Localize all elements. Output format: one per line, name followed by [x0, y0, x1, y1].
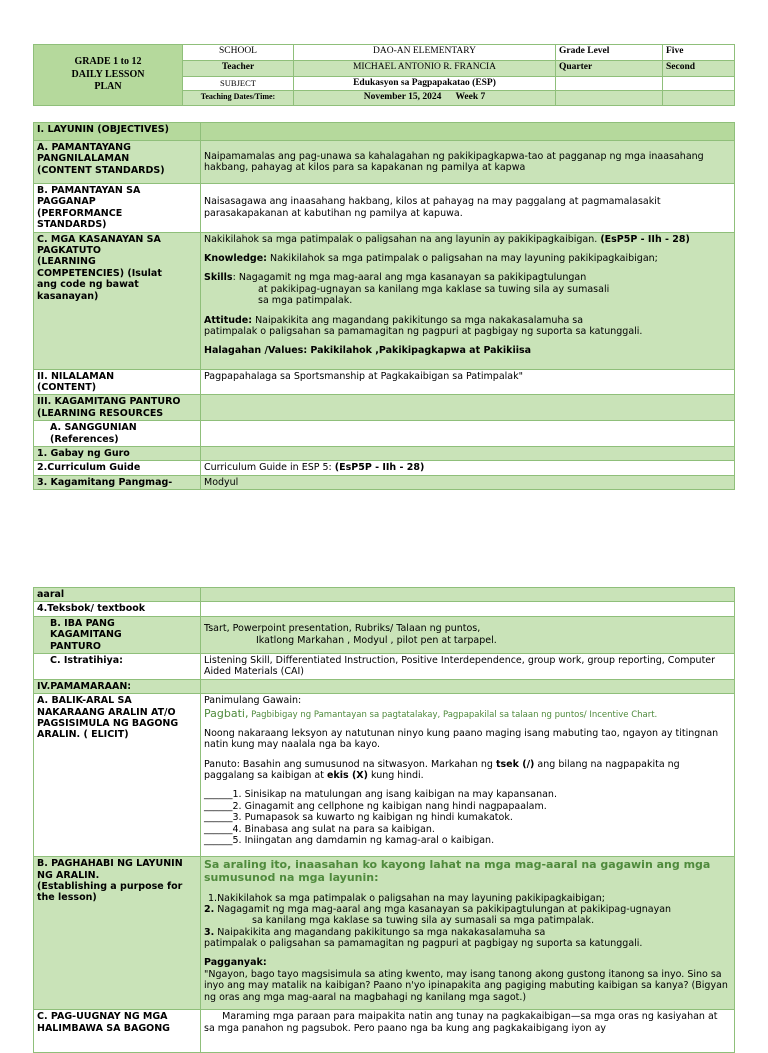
panuto-ekis: ekis (X): [326, 770, 368, 782]
list-item: ______5. Iniingatan ang damdamin ng kamag-aral o kaibigan.: [204, 835, 495, 847]
competency-code: (EsP5P - IIh - 28): [600, 233, 690, 245]
quarter-value: Second: [663, 61, 735, 77]
lesson-table-page2: [33, 587, 735, 1053]
dates-value: November 15, 2024 Week 7: [294, 91, 556, 105]
teksbok-label: 4.Teksbok/ textbook: [34, 602, 201, 616]
elicit-intro: Panimulang Gawain:: [204, 695, 302, 707]
competency-text: Nakikilahok sa mga patimpalak o paligsahan na ang layunin ay pakikipagkaibigan.: [204, 233, 601, 245]
nilalaman-text: Pagpapahalaga sa Sportsmanship at Pagkakaibigan sa Patimpalak": [201, 369, 735, 395]
quarter-label: Quarter: [556, 61, 663, 77]
skills-text-2: at pakikipag-ugnayan sa kanilang mga kaklase sa tuwing sila ay sumasali: [258, 283, 610, 295]
values-text: Halagahan /Values: Pakikilahok ,Pakikipagkapwa at Pakikiisa: [204, 345, 532, 357]
curriculum-label: 2.Curriculum Guide: [34, 461, 201, 475]
objectives-heading: I. LAYUNIN (OBJECTIVES): [34, 123, 201, 141]
iba-text-1: Tsart, Powerpoint presentation, Rubriks/ Talaan ng puntos,: [204, 623, 481, 635]
grade-value: Five: [663, 45, 735, 61]
attitude-text-2: patimpalak o paligsahan sa pamamagitan ng pagpuri at pagbigay ng suporta sa katunggali.: [204, 325, 643, 337]
pagbati-label: Pagbati,: [204, 706, 249, 720]
kagamitan-text: Modyul: [201, 475, 735, 489]
references-label: A. SANGGUNIAN (References): [34, 421, 201, 447]
dlp-title-line1: GRADE 1 to 12: [74, 56, 142, 68]
curriculum-text: Curriculum Guide in ESP 5:: [204, 462, 335, 474]
purpose-item-3-num: 3.: [204, 926, 215, 938]
dates-label: Teaching Dates/Time:: [183, 91, 294, 105]
iba-text-2: Ikatlong Markahan , Modyul , pilot pen at tarpapel.: [256, 634, 497, 646]
skills-text-3: sa mga patimpalak.: [258, 295, 353, 307]
knowledge-text: Nakikilahok sa mga patimpalak o paligsahan na may layuning pakikipagkaibigan;: [266, 252, 658, 264]
elicit-paragraph: Noong nakaraang leksyon ay natutunan ninyo kung paano maging isang mabuting tao, ngayon ay titingnan natin kung may naalala nga ba kayo.: [204, 727, 719, 751]
istratihiya-text: Listening Skill, Differentiated Instruction, Positive Interdependence, group work, group reporting, Computer Aided Materials (CAI): [201, 653, 735, 679]
list-item: ______1. Sinisikap na matulungan ang isang kaibigan na may kapansanan.: [204, 789, 557, 801]
iba-label: B. IBA PANG KAGAMITANG PANTURO: [34, 616, 201, 653]
purpose-heading: Sa araling ito, inaasahan ko kayong lahat na mga mag-aaral na gagawin ang mga sumusunod na mga layunin:: [204, 858, 711, 885]
istratihiya-label: C. Istratihiya:: [34, 653, 201, 679]
list-item: ______3. Pumapasok sa kuwarto ng kaibigan ng hindi kumakatok.: [204, 812, 513, 824]
content-standards-label: A. PAMANTAYANG PANGNILALAMAN (CONTENT STANDARDS): [34, 141, 201, 184]
list-item: ______4. Binabasa ang sulat na para sa kaibigan.: [204, 823, 435, 835]
resources-label: III. KAGAMITANG PANTURO (LEARNING RESOURCES: [34, 395, 201, 421]
attitude-text: Naipakikita ang magandang pakikitungo sa mga nakakasalamuha sa: [252, 314, 584, 326]
examples-label: C. PAG-UUGNAY NG MGA HALIMBAWA SA BAGONG: [34, 1010, 201, 1053]
subject-label: SUBJECT: [183, 77, 294, 91]
kagamitan-label: 3. Kagamitang Pangmag-: [34, 475, 201, 489]
elicit-label: A. BALIK-ARAL SA NAKARAANG ARALIN AT/O PAGSISIMULA NG BAGONG ARALIN. ( ELICIT): [34, 694, 201, 857]
list-item: ______2. Ginagamit ang cellphone ng kaibigan nang hindi nagpapaalam.: [204, 800, 547, 812]
purpose-item-1: 1.Nakikilahok sa mga patimpalak o paligsahan na may layuning pakikipagkaibigan;: [208, 892, 605, 904]
dlp-title-line2: DAILY LESSON: [71, 68, 145, 80]
subject-value: Edukasyon sa Pagpapakatao (ESP): [294, 77, 556, 91]
header-table: [33, 44, 735, 106]
panuto-c: ang bilang na nagpapakita ng paggalang sa kaibigan at: [204, 758, 680, 782]
dlp-title-line3: PLAN: [94, 81, 122, 93]
content-standards-text: Naipamamalas ang pag-unawa sa kahalagahan ng pakikipagkapwa-tao at pagganap ng mga inaasahang hakbang, pahayag at kilos para sa kapakanan ng pamilya at kapwa: [201, 141, 735, 184]
competencies-label: C. MGA KASANAYAN SA PAGKATUTO (LEARNING COMPETENCIES) (Isulat ang code ng bawat kasanayan): [34, 232, 201, 369]
purpose-item-2-cont: sa kanilang mga kaklase sa tuwing sila ay sumasali sa mga patimpalak.: [252, 915, 595, 927]
pamamaraan-heading: IV.PAMAMARAAN:: [34, 679, 201, 693]
purpose-item-3-cont: patimpalak o paligsahan sa pamamagitan ng pagpuri at pagbigay ng suporta sa katunggali.: [204, 938, 643, 950]
competencies-content: [201, 232, 735, 369]
teacher-value: MICHAEL ANTONIO R. FRANCIA: [294, 61, 556, 77]
purpose-content: [201, 857, 735, 1010]
purpose-item-2: Nagagamit ng mga mag-aaral ang mga kasanayan sa pakikipagtulungan at pakikipag-ugnayan: [214, 903, 672, 915]
purpose-item-3: Naipakikita ang magandang pakikitungo sa mga nakakasalamuha sa: [214, 926, 546, 938]
lesson-table-page1: [33, 122, 735, 490]
nilalaman-label: II. NILALAMAN (CONTENT): [34, 369, 201, 395]
purpose-item-2-num: 2.: [204, 903, 215, 915]
aaral-label: aaral: [34, 588, 201, 602]
teacher-label: Teacher: [183, 61, 294, 77]
gabay-label: 1. Gabay ng Guro: [34, 446, 201, 460]
pagbati-text: Pagbibigay ng Pamantayan sa pagtatalakay, Pagpapakilal sa talaan ng puntos/ Incentive Chart.: [248, 709, 658, 720]
panuto-a: Panuto: Basahin ang sumusunod na sitwasyon. Markahan ng: [204, 758, 496, 770]
performance-standards-text: Naisasagawa ang inaasahang hakbang, kilos at pahayag na may paggalang at pagmamalasakit parasakapakanan at kabutihan ng pamilya at kapuwa.: [201, 184, 735, 233]
skills-text: : Nagagamit ng mga mag-aaral ang mga kasanayan sa pakikipagtulungan: [232, 272, 587, 284]
panuto-tsek: tsek (/): [495, 758, 535, 770]
knowledge-label: Knowledge:: [204, 252, 267, 264]
school-label: SCHOOL: [183, 45, 294, 61]
school-value: DAO-AN ELEMENTARY: [294, 45, 556, 61]
panuto: [204, 759, 731, 782]
panuto-e: kung hindi.: [367, 770, 424, 782]
curriculum-code: (EsP5P - IIh - 28): [334, 462, 425, 474]
skills-label: Skills: [204, 272, 233, 284]
grade-label: Grade Level: [556, 45, 663, 61]
pagganyak-text: "Ngayon, bago tayo magsisimula sa ating kwento, may isang tanong akong gustong itanong sa inyo. Sino sa inyo ang may matalik na kaibigan? Paano n'yo ipinapakita ang pagiging mabuting kaibigan sa kanya? (Bigyan ng oras ang mga mag-aaral na magbahagi ng kanilang mga sagot.): [204, 968, 728, 1003]
performance-standards-label: B. PAMANTAYAN SA PAGGANAP (PERFORMANCE STANDARDS): [34, 184, 201, 233]
elicit-content: [201, 694, 735, 857]
examples-text: Maraming mga paraan para maipakita natin ang tunay na pagkakaibigan—sa mga oras ng kasiyahan at sa mga panahon ng pagsubok. Pero paano nga ba kung ang pagkakaibigang iyon ay: [201, 1010, 735, 1053]
attitude-label: Attitude:: [204, 314, 253, 326]
dlp-title: [34, 45, 183, 106]
purpose-label: B. PAGHAHABI NG LAYUNIN NG ARALIN. (Establishing a purpose for the lesson): [34, 857, 201, 1010]
pagganyak-label: Pagganyak:: [204, 957, 267, 969]
